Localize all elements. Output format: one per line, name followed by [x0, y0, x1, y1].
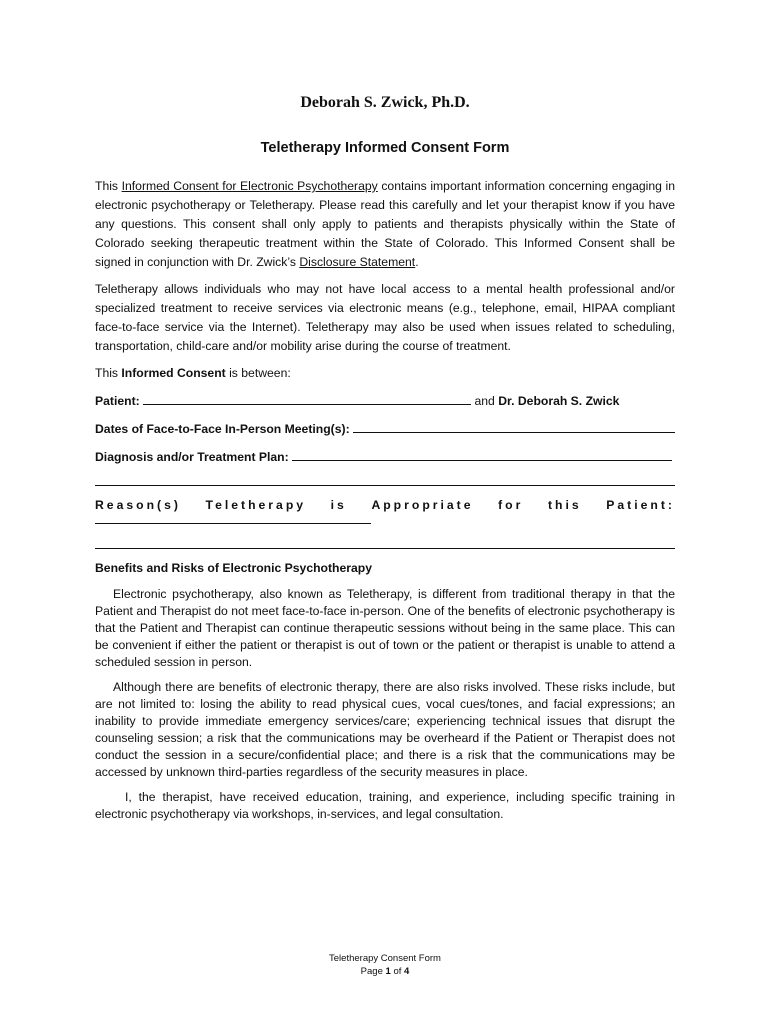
reason-word: Patient:: [606, 498, 675, 512]
benefits-paragraph-1: Electronic psychotherapy, also known as Teletherapy, is different from traditional therapy in that the Patient and Therapist do not meet face-to-face in-person. One of the benefits of electronic psychotherapy is that the Patient and Therapist can continue therapeutic sessions without being in the same place. This can be convenient if either the patient or therapist is out of town or the patient or therapist is unable to attend a scheduled session in person.: [95, 587, 675, 669]
reason-label: [95, 496, 675, 515]
intro-text-end: .: [415, 255, 419, 269]
reason-word: is: [330, 498, 347, 512]
doctor-name: Dr. Deborah S. Zwick: [498, 394, 620, 408]
benefits-paragraph-2: Although there are benefits of electronic therapy, there are also risks involved. These risks include, but are not limited to: losing the ability to read physical cues, vocal cues/tones, and facial expressions; an inability to provide immediate emergency services/care; experiencing technical issues that disrupt the counseling session; a risk that the communications may be overheard if the Patient or Therapist does not conduct the session in a secure/confidential place; and there is a risk that the communications may be accessed by unknown third-parties regardless of the security measures in place.: [95, 680, 675, 779]
reason-word: Teletherapy: [205, 498, 307, 512]
intro-text-cont: contains important information concerning engaging in electronic psychotherapy or Teletherapy. Please read this carefully and let your therapist know if you have any questions. This consent shall only apply to patients and therapists physically within the State of Colorado seeking therapeutic treatment within the State of Colorado. This Informed Consent shall be signed in conjunction with Dr. Zwick’s: [95, 179, 675, 269]
footer-page-total: 4: [404, 966, 410, 977]
dates-field: [95, 419, 675, 441]
intro-text: This: [95, 179, 122, 193]
benefits-heading: Benefits and Risks of Electronic Psychotherapy: [95, 561, 373, 575]
document-body: [95, 177, 675, 831]
diagnosis-field: [95, 447, 675, 469]
intro-p3-pre: This: [95, 366, 122, 380]
footer-page-number: [0, 965, 770, 978]
patient-field: [95, 391, 675, 413]
diagnosis-blank[interactable]: [292, 447, 672, 461]
reason-word: Appropriate: [371, 498, 474, 512]
footer-page-num: 1: [385, 966, 391, 977]
reason-rule-line[interactable]: [95, 538, 675, 549]
informed-consent-link: Informed Consent for Electronic Psychotherapy: [121, 179, 378, 193]
intro-paragraph-2: Teletherapy allows individuals who may not have local access to a mental health professional and/or specialized treatment to receive services via electronic means (e.g., telephone, email, HIPAA compliant face-to-face service via the Internet). Teletherapy may also be used when issues related to scheduling, transportation, child-care and/or mobility arise during the course of treatment.: [95, 282, 675, 353]
intro-p3-post: is between:: [225, 366, 291, 380]
author-name: Deborah S. Zwick, Ph.D.: [300, 94, 470, 111]
patient-label: Patient:: [95, 394, 140, 408]
reason-short-rule[interactable]: [95, 515, 371, 524]
patient-and-text: and: [474, 394, 495, 408]
dates-blank[interactable]: [353, 419, 675, 433]
diagnosis-rule-line[interactable]: [95, 475, 675, 486]
page-title: Teletherapy Informed Consent Form: [260, 140, 510, 156]
disclosure-statement-link: Disclosure Statement: [299, 255, 416, 269]
intro-p3-bold: Informed Consent: [121, 366, 226, 380]
reason-word: for: [498, 498, 524, 512]
intro-paragraph-3: [95, 364, 675, 383]
dates-label: Dates of Face-to-Face In-Person Meeting(s):: [95, 422, 350, 436]
intro-paragraph-1: [95, 177, 675, 272]
footer-of-word: of: [393, 966, 402, 977]
footer-page-word: Page: [360, 966, 383, 977]
page-footer: [0, 952, 770, 978]
reason-word: Reason(s): [95, 498, 181, 512]
diagnosis-label: Diagnosis and/or Treatment Plan:: [95, 450, 289, 464]
footer-doc-name: Teletherapy Consent Form: [329, 953, 441, 964]
reason-word: this: [547, 498, 582, 512]
benefits-paragraph-3: I, the therapist, have received education, training, and experience, including specific training in electronic psychotherapy via workshops, in-services, and legal consultation.: [95, 790, 675, 821]
patient-name-blank[interactable]: [143, 391, 471, 405]
